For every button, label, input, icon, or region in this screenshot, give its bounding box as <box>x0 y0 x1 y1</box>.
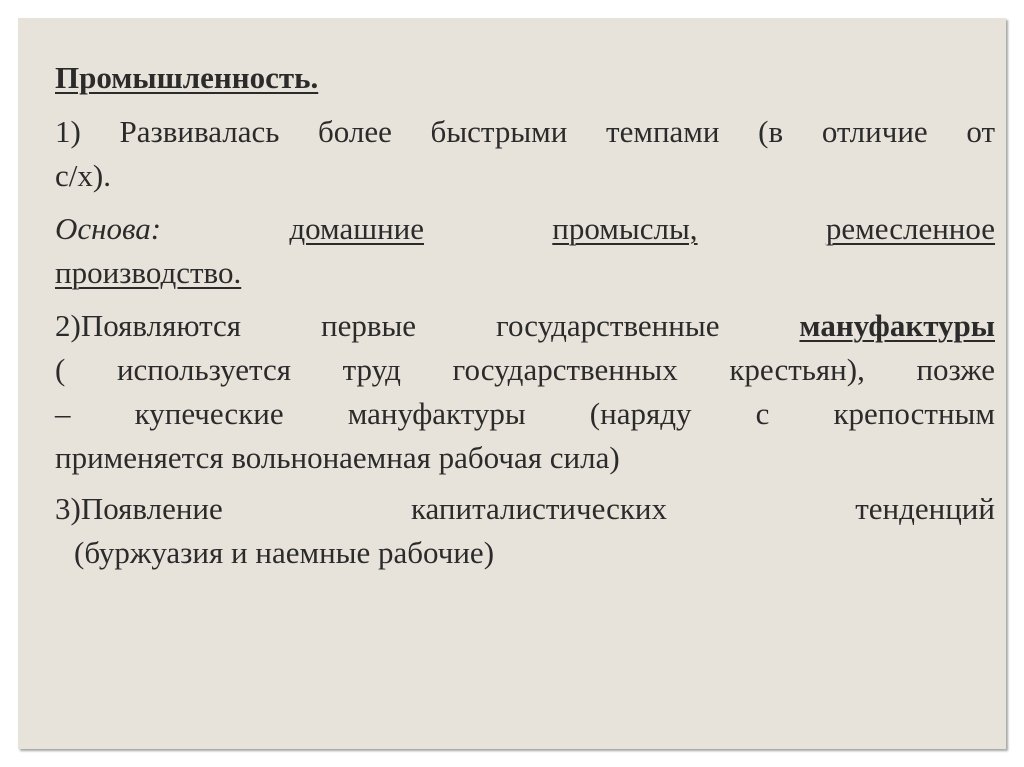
item-3-word-3: тенденций <box>855 491 995 526</box>
item-3 <box>55 487 995 575</box>
slide-content <box>55 56 995 575</box>
osnova-line-2: производство. <box>55 255 242 290</box>
item-1 <box>55 110 995 198</box>
item-2-prefix: 2)Появляются первые государственные <box>55 308 800 343</box>
item-2-line-2: ( используется труд государственных крестьян), позже <box>55 352 995 387</box>
item-2-line-1 <box>55 304 995 348</box>
osnova-word-1: домашние <box>289 211 425 246</box>
item-3-line-2: (буржуазия и наемные рабочие) <box>74 535 495 570</box>
slide <box>18 18 1006 749</box>
osnova-line-1 <box>55 207 995 251</box>
osnova-word-3: ремесленное <box>825 211 996 246</box>
manufaktury-term: мануфактуры <box>799 308 995 343</box>
osnova-label: Основа: <box>55 211 162 246</box>
item-2-line-3: – купеческие мануфактуры (наряду с крепостным <box>55 396 995 431</box>
item-1-line-2: с/х). <box>55 158 111 193</box>
item-3-word-1: 3)Появление <box>55 491 223 526</box>
item-2-line-4: применяется вольнонаемная рабочая сила) <box>55 440 620 475</box>
osnova-paragraph <box>55 207 995 295</box>
item-3-line-1 <box>55 487 995 531</box>
item-1-line-1: 1) Развивалась более быстрыми темпами (в отличие от <box>55 114 995 149</box>
slide-title: Промышленность. <box>55 60 319 95</box>
item-2 <box>55 304 995 480</box>
item-3-word-2: капиталистических <box>410 491 668 526</box>
osnova-word-2: промыслы, <box>552 211 698 246</box>
